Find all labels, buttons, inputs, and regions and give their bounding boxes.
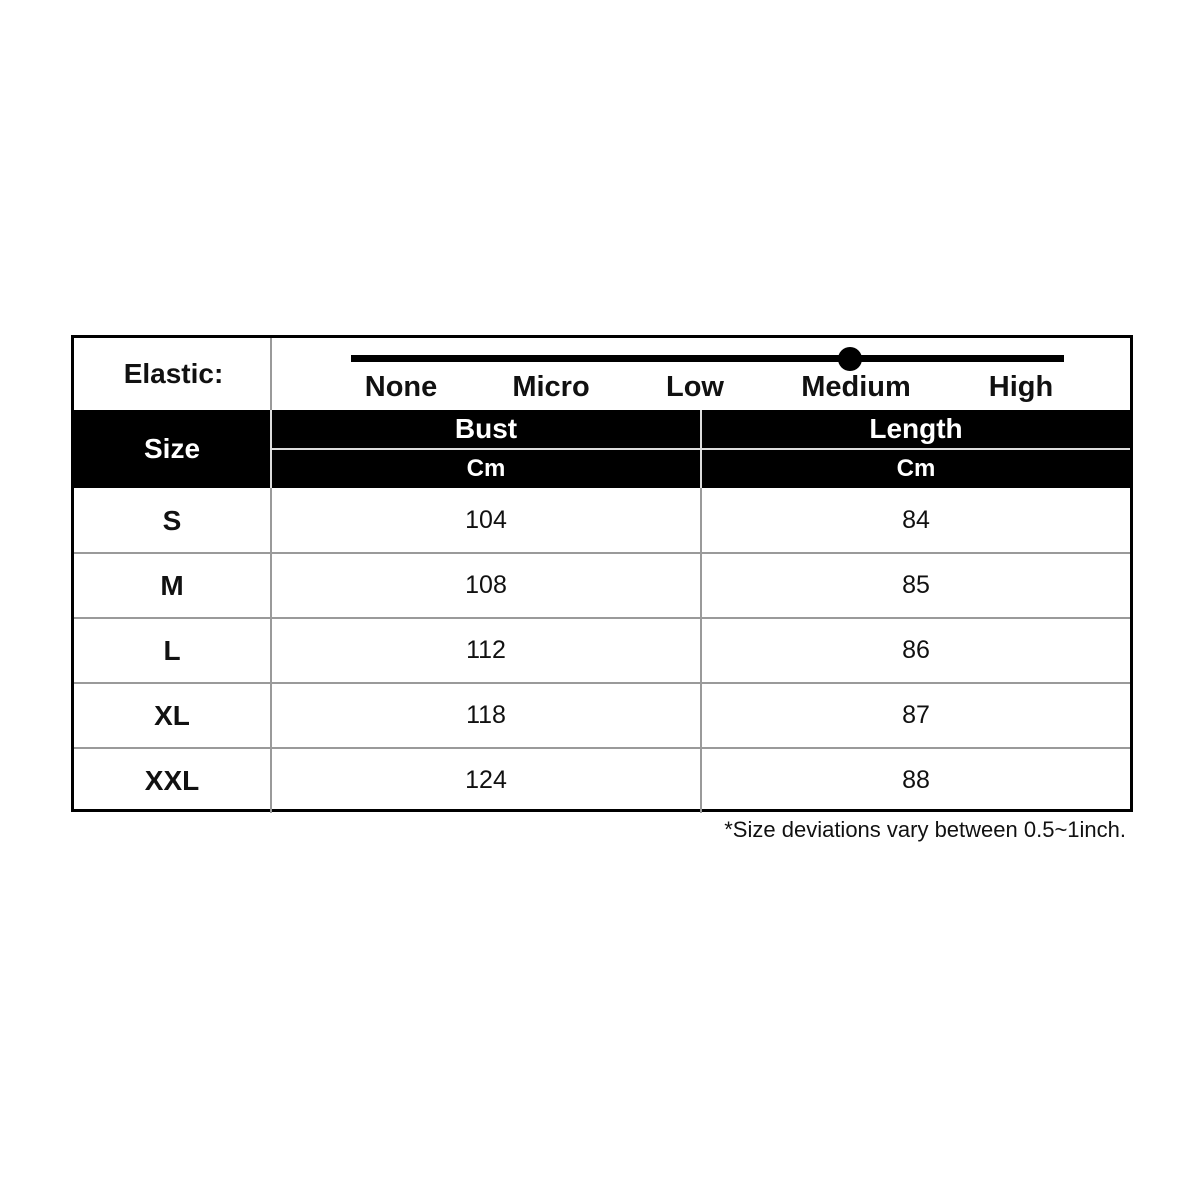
size-label: S (162, 504, 182, 536)
length-value: 87 (902, 701, 930, 729)
header-bust-unit: Cm (272, 450, 700, 488)
row-divider (74, 747, 1130, 749)
bust-value: 124 (465, 766, 507, 794)
size-label: M (160, 569, 184, 601)
bust-value: 112 (466, 636, 506, 664)
elastic-level-medium: Medium (801, 371, 911, 403)
length-value: 85 (902, 571, 930, 599)
bust-value: 104 (465, 506, 507, 534)
length-value: 86 (902, 636, 930, 664)
elastic-level-high: High (988, 371, 1054, 403)
row-divider (74, 682, 1130, 684)
row-divider (74, 617, 1130, 619)
divider (272, 448, 1130, 450)
bust-value: 118 (466, 701, 506, 729)
header-bust: Bust (272, 410, 700, 448)
size-label: XL (154, 699, 190, 731)
elasticity-indicator (838, 347, 862, 371)
size-chart (71, 335, 1133, 812)
row-divider (74, 552, 1130, 554)
header-length: Length (702, 410, 1130, 448)
size-label: XXL (144, 764, 200, 796)
header-length-unit: Cm (702, 450, 1130, 488)
bust-value: 108 (465, 571, 507, 599)
elastic-label: Elastic: (123, 358, 224, 389)
column-divider (700, 488, 702, 813)
elastic-level-none: None (364, 371, 438, 403)
length-value: 84 (902, 506, 930, 534)
elastic-level-micro: Micro (512, 371, 590, 403)
divider (270, 338, 272, 410)
header-size: Size (74, 410, 270, 488)
column-divider (270, 488, 272, 813)
size-deviation-note: *Size deviations vary between 0.5~1inch. (724, 817, 1126, 842)
elastic-level-low: Low (666, 371, 724, 403)
length-value: 88 (902, 766, 930, 794)
size-label: L (163, 634, 181, 666)
elasticity-scale-bar (351, 355, 1064, 362)
